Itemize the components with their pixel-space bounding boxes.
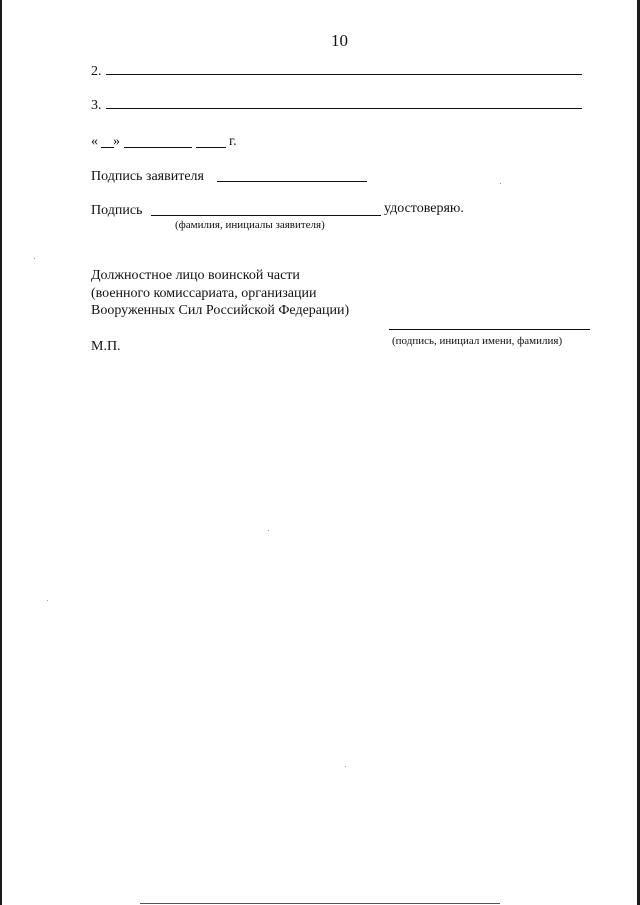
date-year-suffix: г. bbox=[229, 134, 237, 149]
date-quote-close: » bbox=[113, 134, 120, 149]
official-title-line-1: Должностное лицо воинской части bbox=[91, 268, 300, 283]
date-year-line bbox=[196, 147, 226, 148]
date-quote-open: « bbox=[91, 134, 98, 149]
item-2-number: 2. bbox=[91, 64, 102, 79]
certification-line bbox=[151, 215, 381, 216]
official-signature-caption: (подпись, инициал имени, фамилия) bbox=[392, 335, 563, 347]
applicant-signature-label: Подпись заявителя bbox=[91, 169, 204, 184]
page-number: 10 bbox=[331, 31, 348, 50]
scan-edge-bottom bbox=[140, 903, 500, 904]
scan-speck bbox=[47, 600, 48, 601]
item-3-fill-line bbox=[106, 108, 582, 109]
item-2-fill-line bbox=[106, 74, 582, 75]
scan-speck bbox=[268, 530, 269, 531]
certification-suffix: удостоверяю. bbox=[384, 201, 464, 216]
scan-speck bbox=[34, 258, 35, 259]
applicant-signature-line bbox=[217, 181, 367, 182]
scan-edge-left bbox=[0, 0, 2, 905]
scan-speck bbox=[500, 183, 501, 184]
item-3-number: 3. bbox=[91, 98, 102, 113]
official-signature-line bbox=[389, 329, 590, 330]
scan-speck bbox=[345, 766, 346, 767]
stamp-place: М.П. bbox=[91, 339, 121, 354]
certification-caption: (фамилия, инициалы заявителя) bbox=[175, 219, 325, 231]
date-month-line bbox=[124, 147, 192, 148]
official-title-line-3: Вооруженных Сил Российской Федерации) bbox=[91, 303, 350, 318]
official-title-line-2: (военного комиссариата, организации bbox=[91, 286, 317, 301]
certification-label: Подпись bbox=[91, 203, 143, 218]
